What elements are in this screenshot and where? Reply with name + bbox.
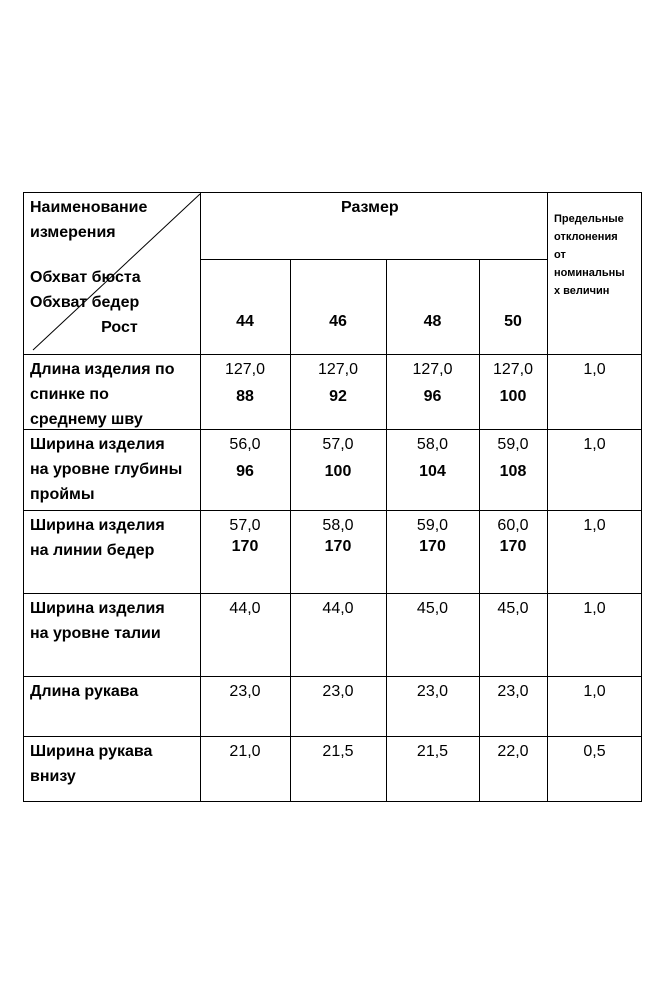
row-6-tol: 0,5 (583, 743, 606, 760)
size-hips2: 96 (236, 463, 254, 480)
row-4-val-2: 44,0 (322, 600, 354, 617)
row-6-val-2: 21,5 (322, 743, 354, 760)
row-4-val-3: 45,0 (416, 600, 449, 617)
size-bust: 50 (504, 313, 522, 330)
header-size-title: Размер (341, 199, 399, 216)
header-tolerance: Предельные отклонения от номинальны х величин (554, 213, 625, 297)
border-right (641, 192, 642, 802)
row-2-name: Ширина изделия на уровне глубины проймы (30, 436, 183, 503)
row-5-tol: 1,0 (583, 683, 606, 700)
border-left (23, 192, 24, 802)
row-5-val-2: 23,0 (322, 683, 354, 700)
size-hips: 92 (329, 388, 347, 405)
row-1-val-2: 127,0 (317, 361, 359, 378)
row-3-tol: 1,0 (583, 517, 606, 534)
size-hips: 88 (236, 388, 254, 405)
row-3-name: Ширина изделия на линии бедер (30, 517, 165, 559)
size-hips: 100 (499, 388, 527, 405)
row-1-tol: 1,0 (583, 361, 606, 378)
size-hips2: 104 (419, 463, 446, 480)
row-4-name: Ширина изделия на уровне талии (30, 600, 165, 642)
row-5-val-4: 23,0 (497, 683, 529, 700)
row-4-val-4: 45,0 (497, 600, 529, 617)
header-name-measure: Наименование измерения (30, 199, 148, 241)
row-3-val-1: 57,0 (229, 517, 261, 534)
row-6-val-3: 21,5 (416, 743, 449, 760)
size-height: 170 (499, 538, 527, 555)
row-4-val-1: 44,0 (229, 600, 261, 617)
size-height: 170 (419, 538, 446, 555)
border-top (23, 192, 642, 193)
row-2-val-2: 57,0 (322, 436, 354, 453)
size-hips: 96 (423, 388, 442, 405)
size-hips2: 108 (499, 463, 527, 480)
row-4-tol: 1,0 (583, 600, 606, 617)
row-3-val-4: 60,0 (497, 517, 529, 534)
row-6-name: Ширина рукава внизу (30, 743, 153, 785)
size-height: 170 (231, 538, 259, 555)
row-2-val-1: 56,0 (229, 436, 261, 453)
size-bust: 48 (423, 313, 442, 330)
row-2-tol: 1,0 (583, 436, 606, 453)
border-bottom (23, 801, 642, 802)
row-2-val-4: 59,0 (497, 436, 529, 453)
row-3-val-3: 59,0 (416, 517, 449, 534)
size-bust: 46 (329, 313, 347, 330)
col-line-5 (547, 192, 548, 802)
row-line-5 (23, 676, 642, 677)
row-6-val-4: 22,0 (497, 743, 529, 760)
row-3-val-2: 58,0 (322, 517, 354, 534)
size-bust: 44 (236, 313, 254, 330)
row-2-val-3: 58,0 (416, 436, 449, 453)
row-1-val-4: 127,0 (492, 361, 534, 378)
header-params: Обхват бюста Обхват бедер Рост (30, 269, 141, 336)
row-5-val-1: 23,0 (229, 683, 261, 700)
size-hips2: 100 (324, 463, 352, 480)
row-1-name: Длина изделия по спинке по среднему шву (30, 361, 175, 428)
size-table (23, 192, 642, 802)
size-height: 170 (324, 538, 352, 555)
row-5-val-3: 23,0 (416, 683, 449, 700)
row-1-val-1: 127,0 (224, 361, 266, 378)
row-1-val-3: 127,0 (412, 361, 453, 378)
row-line-6 (23, 736, 642, 737)
row-5-name: Длина рукава (30, 683, 139, 700)
row-6-val-1: 21,0 (229, 743, 261, 760)
